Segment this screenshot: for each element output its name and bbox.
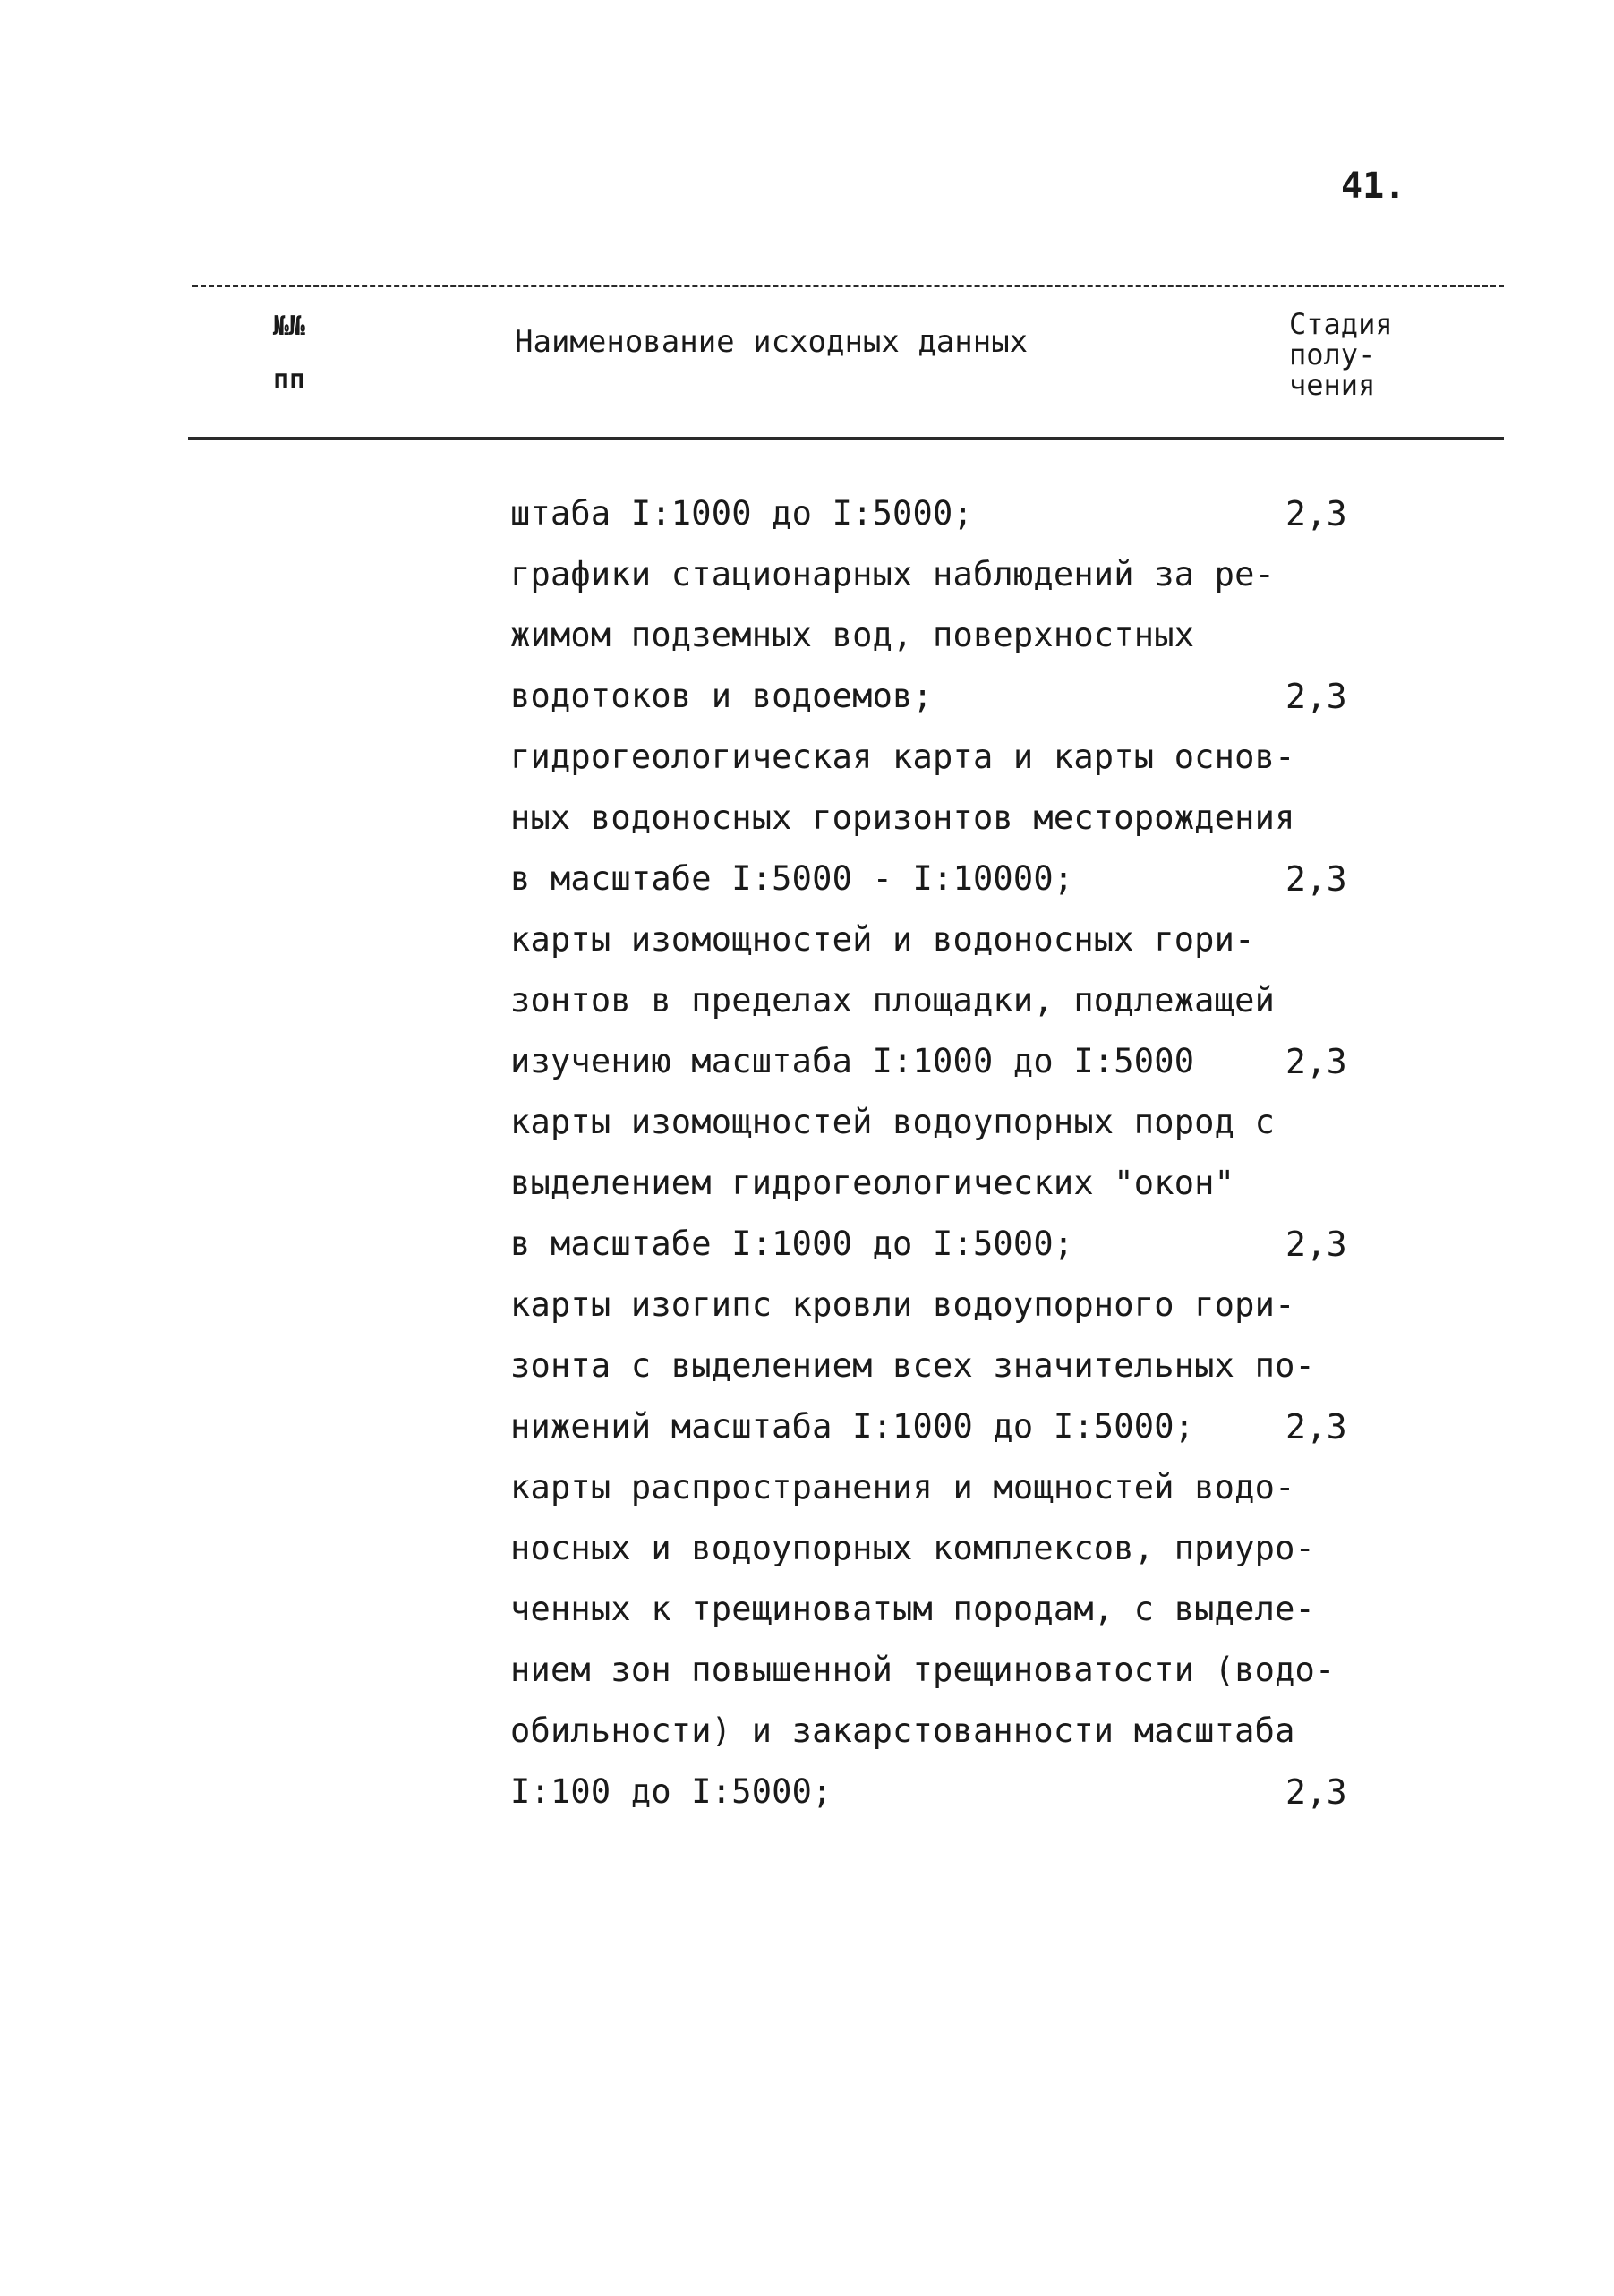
header-number-line-1: №№	[273, 311, 306, 342]
table-row	[510, 970, 1361, 1031]
table-row	[510, 544, 1361, 605]
header-number-line-2: пп	[273, 364, 306, 396]
header-stage-line-1: Стадия	[1289, 307, 1393, 341]
row-text: зонтов в пределах площадки, подлежащей	[510, 981, 1276, 1020]
row-text: карты изомощностей водоупорных пород с	[510, 1103, 1276, 1141]
row-text: ченных к трещиноватым породам, с выделе-	[510, 1590, 1316, 1628]
table-row	[510, 909, 1361, 970]
row-text: гидрогеологическая карта и карты основ-	[510, 738, 1295, 776]
row-text: зонта с выделением всех значительных по-	[510, 1346, 1316, 1385]
row-text: штаба I:1000 до I:5000;	[510, 494, 973, 533]
table-row	[510, 1701, 1361, 1762]
row-stage: 2,3	[1285, 1225, 1347, 1264]
row-text: ных водоносных горизонтов месторождения	[510, 798, 1295, 837]
row-text: выделением гидрогеологических "окон"	[510, 1164, 1235, 1202]
table-row	[510, 1396, 1361, 1457]
table-row	[510, 1762, 1361, 1822]
table-header-rule	[188, 437, 1504, 440]
row-stage: 2,3	[1285, 494, 1347, 533]
row-text: I:100 до I:5000;	[510, 1772, 833, 1811]
row-stage: 2,3	[1285, 859, 1347, 899]
table-row	[510, 1031, 1361, 1092]
row-text: карты распространения и мощностей водо-	[510, 1468, 1295, 1506]
table-row	[510, 1275, 1361, 1336]
table-row	[510, 1153, 1361, 1214]
page-number: 41.	[1341, 166, 1406, 207]
row-stage: 2,3	[1285, 1042, 1347, 1081]
header-stage-column	[1289, 309, 1393, 400]
table-top-rule	[192, 285, 1504, 287]
row-text: в масштабе I:1000 до I:5000;	[510, 1225, 1074, 1263]
row-text: носных и водоупорных комплексов, приуро-	[510, 1529, 1316, 1567]
table-row	[510, 1579, 1361, 1640]
row-text: графики стационарных наблюдений за ре-	[510, 555, 1276, 593]
table-row	[510, 1518, 1361, 1579]
row-text: карты изогипс кровли водоупорного гори-	[510, 1285, 1295, 1324]
table-row	[510, 1092, 1361, 1153]
row-text: нижений масштаба I:1000 до I:5000;	[510, 1407, 1195, 1446]
header-stage-line-2: полу-	[1289, 337, 1376, 371]
row-text: карты изомощностей и водоносных гори-	[510, 920, 1255, 959]
row-stage: 2,3	[1285, 677, 1347, 716]
header-name-column: Наименование исходных данных	[515, 324, 1029, 360]
table-row	[510, 605, 1361, 666]
row-stage: 2,3	[1285, 1407, 1347, 1447]
row-stage: 2,3	[1285, 1772, 1347, 1812]
table-row	[510, 788, 1361, 849]
table-row	[510, 1214, 1361, 1275]
table-row	[510, 1640, 1361, 1701]
header-number-column	[273, 300, 305, 407]
table-row	[510, 727, 1361, 788]
row-text: водотоков и водоемов;	[510, 677, 933, 715]
table-row	[510, 1457, 1361, 1518]
table-row	[510, 483, 1361, 544]
table-row	[510, 666, 1361, 727]
table-row	[510, 849, 1361, 909]
row-text: в масштабе I:5000 - I:10000;	[510, 859, 1074, 898]
row-text: жимом подземных вод, поверхностных	[510, 616, 1195, 654]
row-text: изучению масштаба I:1000 до I:5000	[510, 1042, 1195, 1080]
table-body	[510, 483, 1361, 1822]
row-text: нием зон повышенной трещиноватости (водо-	[510, 1651, 1336, 1689]
table-row	[510, 1336, 1361, 1396]
header-stage-line-3: чения	[1289, 368, 1376, 402]
row-text: обильности) и закарстованности масштаба	[510, 1711, 1295, 1750]
